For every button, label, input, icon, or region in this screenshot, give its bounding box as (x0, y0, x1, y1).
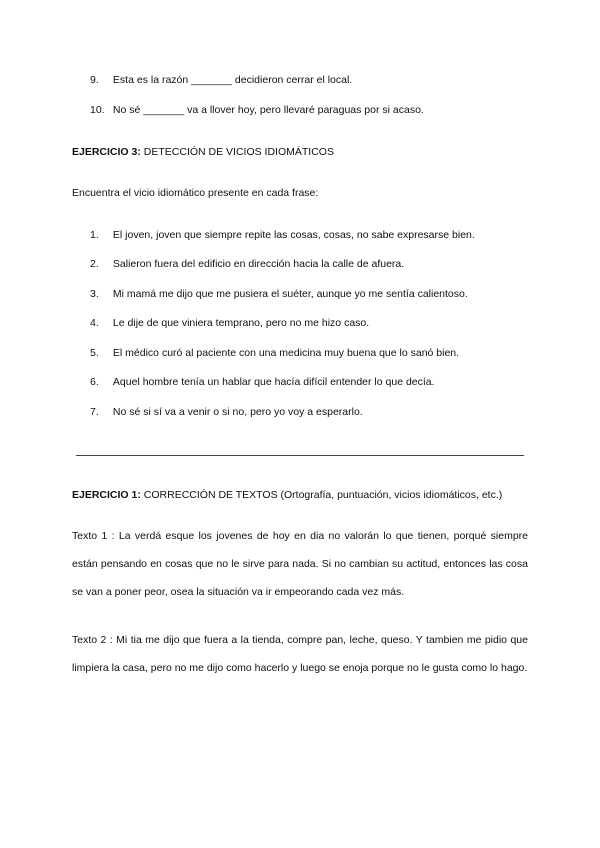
list-item-number: 1. (90, 229, 99, 241)
exercise3-heading-label: EJERCICIO 3: (72, 146, 141, 158)
exercise3-heading-title: DETECCIÓN DE VICIOS IDIOMÁTICOS (140, 146, 334, 158)
list-item-text: Esta es la razón _______ decidieron cerrar el local. (112, 74, 353, 86)
list-item-text: El joven, joven que siempre repite las cosas, cosas, no sabe expresarse bien. (112, 229, 475, 241)
list-item-number: 10. (90, 104, 105, 116)
list-item-text: No sé si sí va a venir o si no, pero yo voy a esperarlo. (112, 406, 363, 418)
section-divider (76, 455, 524, 456)
list-item-text: No sé _______ va a llover hoy, pero llevaré paraguas por si acaso. (112, 104, 424, 116)
exercise1-heading-title: CORRECCIÓN DE TEXTOS (Ortografía, puntuación, vicios idiomáticos, etc.) (140, 489, 503, 501)
list-item-number: 9. (90, 74, 99, 86)
exercise1-heading-label: EJERCICIO 1: (72, 489, 141, 501)
texto1-paragraph: Texto 1 : La verdá esque los jovenes de hoy en dia no valorán lo que tienen, porqué siempre están pensando en cosas que no le sirve para nada. Si no cambian su actitud, entonces las cosa se van a poner peor, osea la situación va ir empeorando cada vez más. (72, 530, 528, 598)
list-item-text: Salieron fuera del edificio en dirección hacia la calle de afuera. (112, 258, 405, 270)
list-item (90, 74, 352, 86)
list-item-text: Mi mamá me dijo que me pusiera el suéter, aunque yo me sentía calientoso. (112, 288, 468, 300)
list-item-number: 7. (90, 406, 99, 418)
list-item (90, 347, 459, 359)
list-item (90, 104, 424, 116)
list-item-number: 3. (90, 288, 99, 300)
list-item-text: Aquel hombre tenía un hablar que hacía difícil entender lo que decía. (112, 376, 435, 388)
list-item (90, 406, 363, 418)
list-item-number: 4. (90, 317, 99, 329)
list-item-text: El médico curó al paciente con una medicina muy buena que lo sanó bien. (112, 347, 460, 359)
list-item-number: 2. (90, 258, 99, 270)
exercise3-heading (72, 146, 334, 158)
exercise3-instruction: Encuentra el vicio idiomático presente en cada frase: (72, 187, 319, 199)
list-item (90, 229, 475, 241)
texto2-paragraph: Texto 2 : Mi tia me dijo que fuera a la tienda, compre pan, leche, queso. Y tambien me pidio que limpiera la casa, pero no me dijo como hacerlo y luego se enoja porque no le gusta como lo hago. (72, 634, 528, 674)
list-item-number: 6. (90, 376, 99, 388)
exercise1-heading (72, 489, 502, 501)
list-item-text: Le dije de que viniera temprano, pero no me hizo caso. (112, 317, 370, 329)
list-item (90, 258, 404, 270)
list-item (90, 317, 369, 329)
list-item (90, 288, 468, 300)
list-item (90, 376, 435, 388)
list-item-number: 5. (90, 347, 99, 359)
